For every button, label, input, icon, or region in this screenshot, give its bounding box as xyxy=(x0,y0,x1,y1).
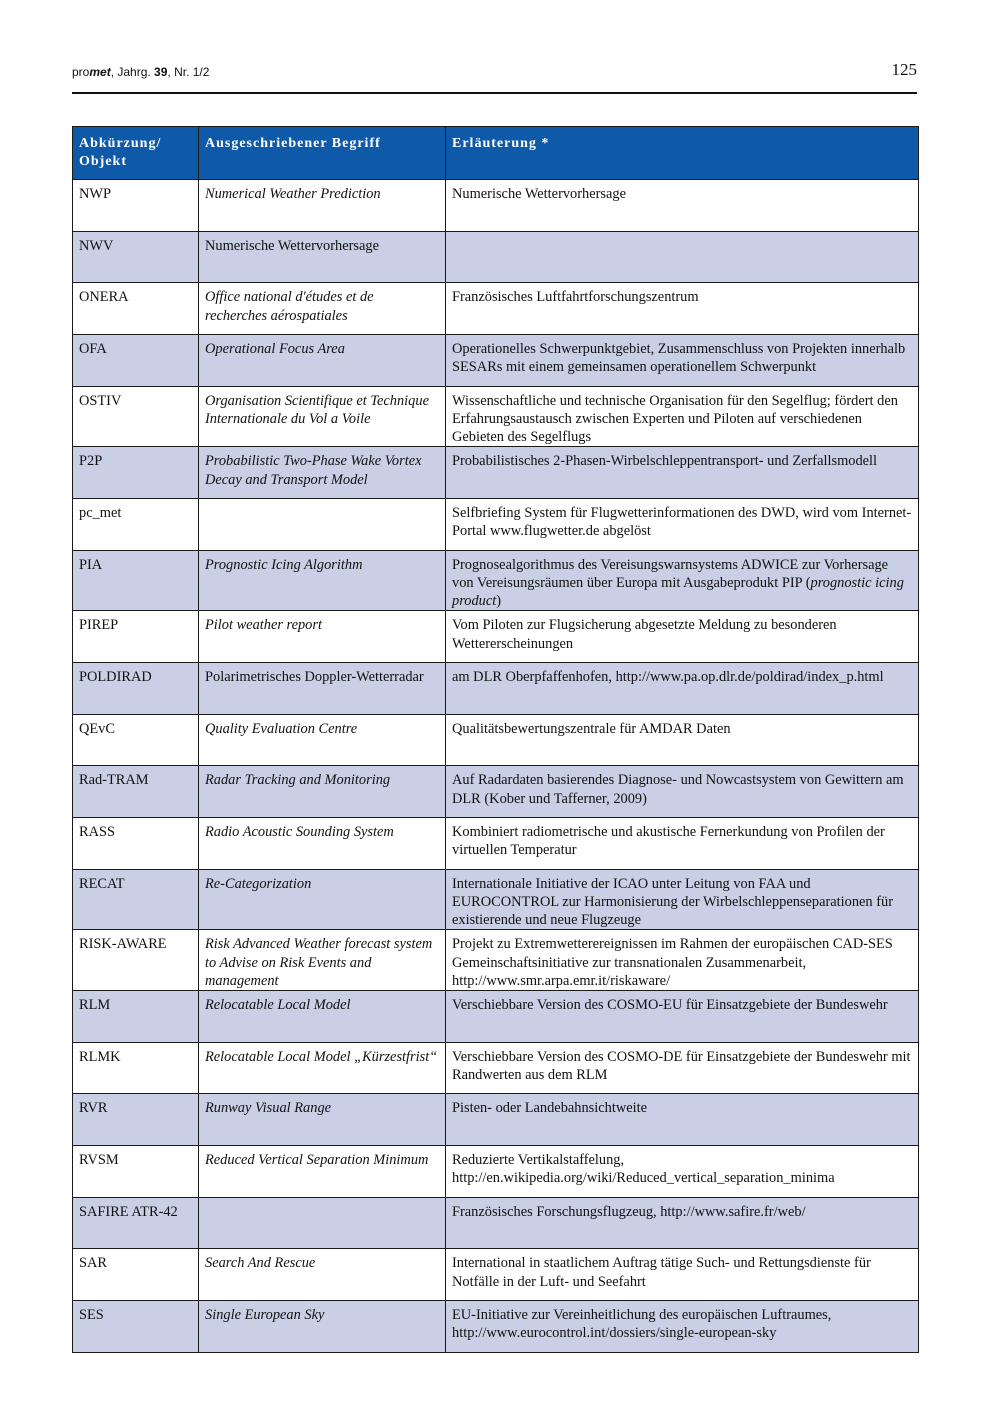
column-header-abbreviation: Abkürzung/ Objekt xyxy=(73,127,199,180)
abbr-cell: RLMK xyxy=(73,1042,199,1094)
desc-cell: am DLR Oberpfaffenhofen, http://www.pa.op.dlr.de/poldirad/index_p.html xyxy=(446,663,919,715)
term-cell: Re-Categorization xyxy=(199,869,446,930)
abbr-cell: PIREP xyxy=(73,611,199,663)
desc-cell: Wissenschaftliche und technische Organisation für den Segelflug; fördert den Erfahrungsaustausch zwischen Experten und Piloten auf verschiedenen Gebieten des Segelflugs xyxy=(446,386,919,447)
table-row xyxy=(73,869,919,930)
term-cell: Prognostic Icing Algorithm xyxy=(199,550,446,611)
table-row xyxy=(73,499,919,551)
table-header-row xyxy=(73,127,919,180)
term-cell: Relocatable Local Model „Kürzestfrist“ xyxy=(199,1042,446,1094)
table-row xyxy=(73,766,919,818)
term-cell: Radar Tracking and Monitoring xyxy=(199,766,446,818)
term-cell: Numerische Wettervorhersage xyxy=(199,231,446,283)
term-cell: Operational Focus Area xyxy=(199,335,446,387)
table-row xyxy=(73,1301,919,1353)
abbr-cell: RVR xyxy=(73,1094,199,1146)
term-cell: Quality Evaluation Centre xyxy=(199,714,446,766)
term-cell: Radio Acoustic Sounding System xyxy=(199,818,446,870)
abbr-cell: POLDIRAD xyxy=(73,663,199,715)
abbr-cell: ONERA xyxy=(73,283,199,335)
table-row xyxy=(73,550,919,611)
desc-cell: Selfbriefing System für Flugwetterinformationen des DWD, wird vom Internet-Portal www.flugwetter.de abgelöst xyxy=(446,499,919,551)
abbr-cell: RISK-AWARE xyxy=(73,930,199,991)
desc-cell: Projekt zu Extremwetterereignissen im Rahmen der europäischen CAD-SES Gemeinschaftsinitiative zur transnationalen Zusammenarbeit, http://www.smr.arpa.emr.it/riskaware/ xyxy=(446,930,919,991)
term-cell: Single European Sky xyxy=(199,1301,446,1353)
table-row xyxy=(73,991,919,1043)
desc-cell: EU-Initiative zur Vereinheitlichung des europäischen Luftraumes, http://www.eurocontrol.int/dossiers/single-european-sky xyxy=(446,1301,919,1353)
column-header-term: Ausgeschriebener Begriff xyxy=(199,127,446,180)
term-cell: Numerical Weather Prediction xyxy=(199,180,446,232)
table-row xyxy=(73,231,919,283)
abbr-cell: RASS xyxy=(73,818,199,870)
abbr-cell: RECAT xyxy=(73,869,199,930)
term-cell: Relocatable Local Model xyxy=(199,991,446,1043)
table-row xyxy=(73,663,919,715)
term-cell: Runway Visual Range xyxy=(199,1094,446,1146)
desc-cell xyxy=(446,231,919,283)
term-cell: Reduced Vertical Separation Minimum xyxy=(199,1146,446,1198)
table-row xyxy=(73,335,919,387)
abbr-cell: QEvC xyxy=(73,714,199,766)
term-cell xyxy=(199,499,446,551)
desc-cell: Verschiebbare Version des COSMO-EU für Einsatzgebiete der Bundeswehr xyxy=(446,991,919,1043)
abbr-cell: SES xyxy=(73,1301,199,1353)
desc-cell: Auf Radardaten basierendes Diagnose- und Nowcastsystem von Gewittern am DLR (Kober und Tafferner, 2009) xyxy=(446,766,919,818)
table-row xyxy=(73,1197,919,1249)
desc-cell: Internationale Initiative der ICAO unter Leitung von FAA und EUROCONTROL zur Harmonisierung der Wirbelschleppenseparationen für existierende und neue Flugzeuge xyxy=(446,869,919,930)
abbr-cell: pc_met xyxy=(73,499,199,551)
term-cell: Pilot weather report xyxy=(199,611,446,663)
term-cell: Office national d'études et de recherches aérospatiales xyxy=(199,283,446,335)
desc-cell: Vom Piloten zur Flugsicherung abgesetzte Meldung zu besonderen Wettererscheinungen xyxy=(446,611,919,663)
table-row xyxy=(73,611,919,663)
term-cell: Search And Rescue xyxy=(199,1249,446,1301)
header-rule xyxy=(72,92,917,94)
desc-cell: Operationelles Schwerpunktgebiet, Zusammenschluss von Projekten innerhalb SESARs mit einem gemeinsamen operationellem Schwerpunkt xyxy=(446,335,919,387)
desc-cell: Französisches Luftfahrtforschungszentrum xyxy=(446,283,919,335)
abbr-cell: SAR xyxy=(73,1249,199,1301)
journal-citation: promet, Jahrg. 39, Nr. 1/2 xyxy=(72,65,210,79)
table-row xyxy=(73,447,919,499)
desc-cell: Französisches Forschungsflugzeug, http://www.safire.fr/web/ xyxy=(446,1197,919,1249)
term-cell: Probabilistic Two-Phase Wake Vortex Decay and Transport Model xyxy=(199,447,446,499)
column-header-explanation: Erläuterung * xyxy=(446,127,919,180)
table-row xyxy=(73,1249,919,1301)
abbr-cell: Rad-TRAM xyxy=(73,766,199,818)
table-row xyxy=(73,714,919,766)
table-row xyxy=(73,930,919,991)
glossary-table xyxy=(72,126,919,1353)
table-row xyxy=(73,818,919,870)
term-cell: Organisation Scientifique et Technique Internationale du Vol a Voile xyxy=(199,386,446,447)
page-number: 125 xyxy=(891,60,917,79)
abbr-cell: SAFIRE ATR-42 xyxy=(73,1197,199,1249)
desc-cell: Kombiniert radiometrische und akustische Fernerkundung von Profilen der virtuellen Temperatur xyxy=(446,818,919,870)
abbr-cell: RLM xyxy=(73,991,199,1043)
table-row xyxy=(73,1042,919,1094)
desc-cell: Numerische Wettervorhersage xyxy=(446,180,919,232)
term-cell: Risk Advanced Weather forecast system to Advise on Risk Events and management xyxy=(199,930,446,991)
abbr-cell: NWV xyxy=(73,231,199,283)
abbr-cell: OFA xyxy=(73,335,199,387)
desc-cell: Qualitätsbewertungszentrale für AMDAR Daten xyxy=(446,714,919,766)
desc-cell: Prognosealgorithmus des Vereisungswarnsystems ADWICE zur Vorhersage von Vereisungsräumen über Europa mit Ausgabeprodukt PIP (prognostic icing product) xyxy=(446,550,919,611)
term-cell xyxy=(199,1197,446,1249)
table-row xyxy=(73,180,919,232)
term-cell: Polarimetrisches Doppler-Wetterradar xyxy=(199,663,446,715)
running-head xyxy=(72,60,917,90)
abbr-cell: PIA xyxy=(73,550,199,611)
table-row xyxy=(73,386,919,447)
abbr-cell: P2P xyxy=(73,447,199,499)
desc-cell: Reduzierte Vertikalstaffelung, http://en.wikipedia.org/wiki/Reduced_vertical_separation_minima xyxy=(446,1146,919,1198)
desc-cell: Pisten- oder Landebahnsichtweite xyxy=(446,1094,919,1146)
desc-cell: International in staatlichem Auftrag tätige Such- und Rettungsdienste für Notfälle in der Luft- und Seefahrt xyxy=(446,1249,919,1301)
abbr-cell: NWP xyxy=(73,180,199,232)
table-row xyxy=(73,283,919,335)
abbr-cell: OSTIV xyxy=(73,386,199,447)
table-row xyxy=(73,1146,919,1198)
desc-cell: Probabilistisches 2-Phasen-Wirbelschleppentransport- und Zerfallsmodell xyxy=(446,447,919,499)
abbr-cell: RVSM xyxy=(73,1146,199,1198)
table-row xyxy=(73,1094,919,1146)
desc-cell: Verschiebbare Version des COSMO-DE für Einsatzgebiete der Bundeswehr mit Randwerten aus dem RLM xyxy=(446,1042,919,1094)
